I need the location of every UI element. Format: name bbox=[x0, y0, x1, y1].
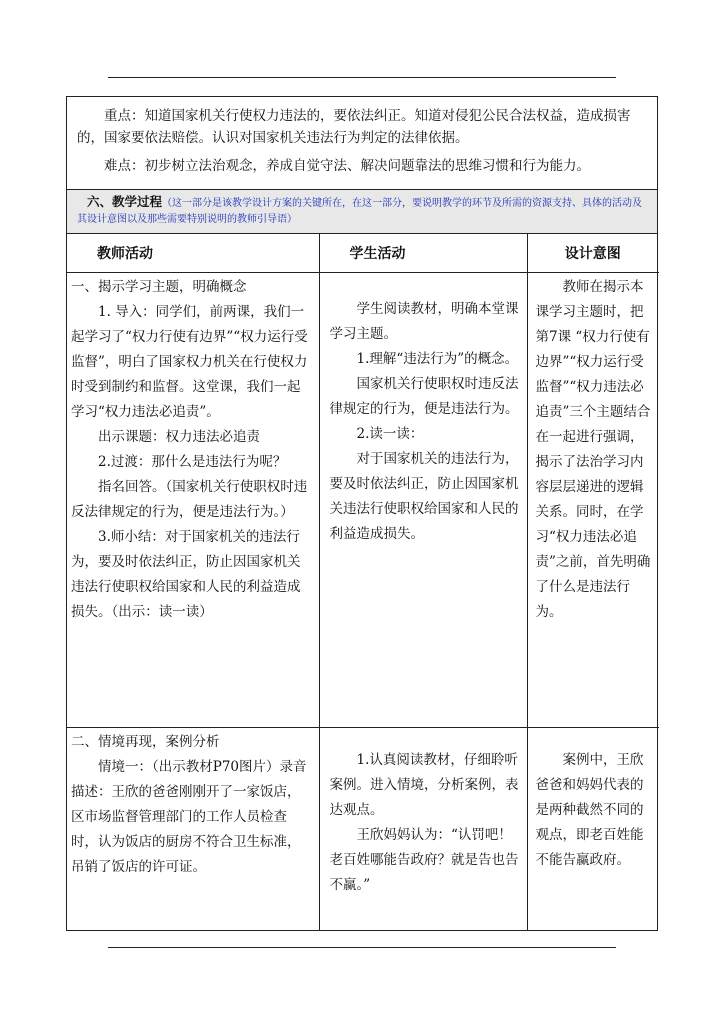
design-intent-text: 案例中，王欣爸爸和妈妈代表的是两种截然不同的观点，即老百姓能不能告赢政府。 bbox=[535, 752, 644, 868]
teacher-step-heading: 二、情境再现，案例分析 bbox=[71, 734, 220, 750]
teacher-activity-cell bbox=[67, 728, 319, 931]
footer-rule bbox=[108, 947, 616, 948]
header-student-activity: 学生活动 bbox=[319, 234, 527, 273]
header-teacher-activity: 教师活动 bbox=[67, 234, 319, 273]
student-activity-cell bbox=[319, 273, 527, 728]
header-rule bbox=[108, 77, 616, 78]
teacher-step-text: 2.过渡：那什么是违法行为呢？ bbox=[98, 454, 287, 470]
table-row bbox=[67, 728, 659, 931]
teacher-activity-cell bbox=[67, 273, 319, 728]
header-design-intent: 设计意图 bbox=[527, 234, 659, 273]
design-intent-text: 教师在揭示本课学习主题时，把第7课 “权力行使有边界”“权力运行受监督”“权力违法必追责”三个主题结合在一起进行强调，揭示了法治学习内容层层递进的逻辑关系。同时，在学习“权力违法必追责”之前，首先明确了什么是违法行为。 bbox=[535, 279, 651, 620]
student-step-text: 王欣妈妈认为：“认罚吧！老百姓哪能告政府？就是告也告不赢。” bbox=[329, 827, 519, 893]
design-intent-cell bbox=[527, 728, 659, 931]
student-step-text: 对于国家机关的违法行为，要及时依法纠正，防止因国家机关违法行使职权给国家和人民的利益造成损失。 bbox=[329, 451, 519, 542]
student-step-text: 学生阅读教材，明确本堂课学习主题。 bbox=[329, 301, 519, 342]
student-activity-cell bbox=[319, 728, 527, 931]
teacher-step-text: 3.师小结：对于国家机关的违法行为，要及时依法纠正，防止因国家机关违法行使职权给国家和人民的利益造成损失。（出示：读一读） bbox=[71, 529, 301, 620]
teacher-step-heading: 一、揭示学习主题，明确概念 bbox=[71, 279, 247, 295]
teacher-step-text: 情境一：（出示教材P70图片）录音描述：王欣的爸爸刚刚开了一家饭店，区市场监督管理部门的工作人员检查时，认为饭店的厨房不符合卫生标准，吊销了饭店的许可证。 bbox=[71, 759, 307, 875]
design-intent-cell bbox=[527, 273, 659, 728]
teacher-step-text: 出示课题：权力违法必追责 bbox=[98, 429, 260, 445]
section-title: 六、教学过程 bbox=[87, 194, 163, 209]
teacher-step-text: 1. 导入：同学们，前两课，我们一起学习了“权力行使有边界”“权力运行受监督”，明白了国家权力机关在行使权力时受到制约和监督。这堂课，我们一起学习“权力违法必追责”。 bbox=[71, 304, 308, 420]
lesson-plan-document bbox=[66, 96, 658, 931]
student-step-text: 1.认真阅读教材，仔细聆听案例。进入情境，分析案例，表达观点。 bbox=[329, 752, 519, 818]
key-point-text: 重点：知道国家机关行使权力违法的，要依法纠正。知道对侵犯公民合法权益，造成损害的，国家要依法赔偿。认识对国家机关违法行为判定的法律依据。 bbox=[77, 108, 631, 146]
section-note: （这一部分是该教学设计方案的关键所在，在这一部分，要说明教学的环节及所需的资源支持、具体的活动及其设计意图以及那些需要特别说明的教师引导语） bbox=[77, 198, 643, 225]
objectives-block bbox=[67, 97, 657, 190]
teacher-step-text: 指名回答。（国家机关行使职权时违反法律规定的行为，便是违法行为。） bbox=[71, 479, 308, 520]
student-step-text: 国家机关行使职权时违反法律规定的行为，便是违法行为。 bbox=[329, 376, 519, 417]
student-step-text: 2.读一读： bbox=[356, 426, 424, 442]
section-heading bbox=[67, 190, 657, 234]
student-step-text: 1.理解“违法行为”的概念。 bbox=[356, 351, 519, 367]
teaching-process-table bbox=[67, 234, 659, 930]
difficulty-text: 难点：初步树立法治观念，养成自觉守法、解决问题靠法的思维习惯和行为能力。 bbox=[104, 158, 590, 174]
table-row bbox=[67, 273, 659, 728]
table-header-row bbox=[67, 234, 659, 273]
